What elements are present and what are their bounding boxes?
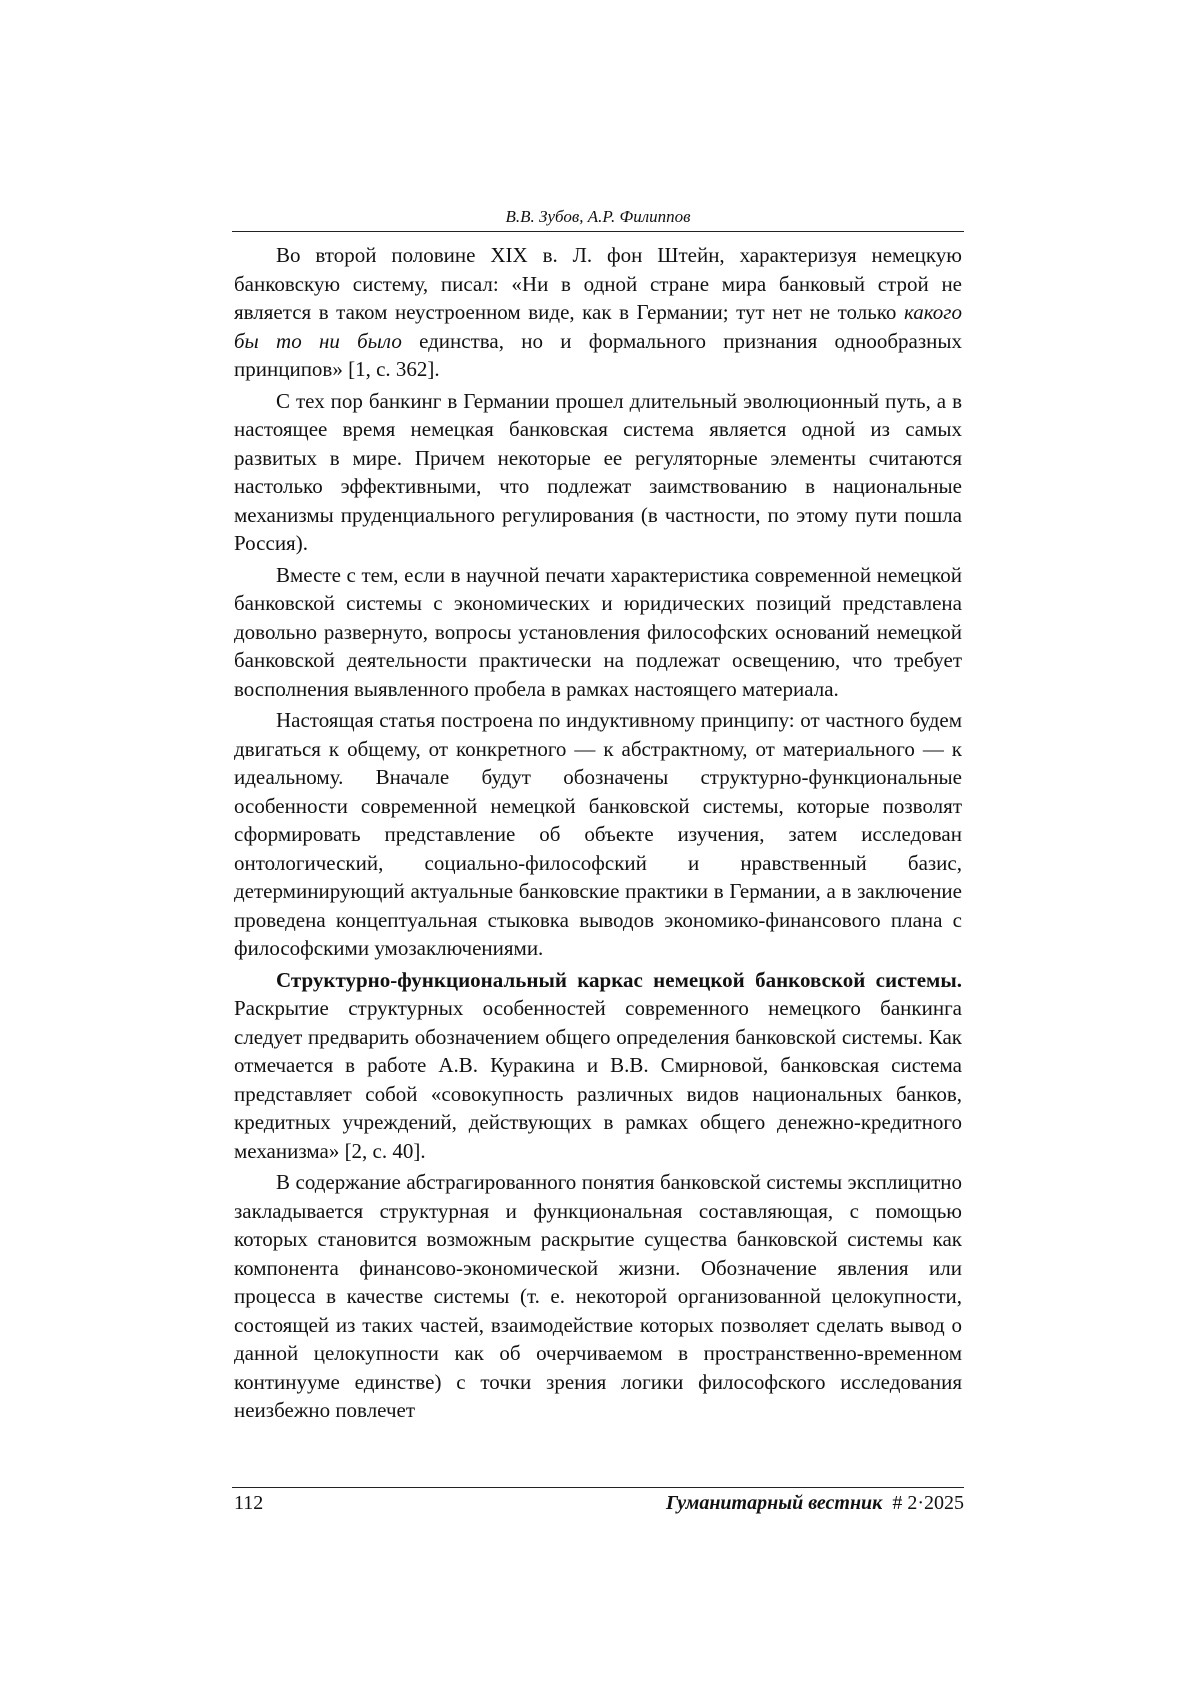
paragraph-4: Настоящая статья построена по индуктивному принципу: от частного будем двигаться к общему, от конкретного — к абстрактному, от материального — к идеальному. Вначале будут обозначены структурно-функциональные особенности современной немецкой банковской системы, которые позволят сформировать представление об объекте изучения, затем исследован онтологический, социально-философский и нравственный базис, детерминирующий актуальные банковские практики в Германии, а в заключение проведена концептуальная стыковка выводов экономико-финансового плана с философскими умозаключениями. [234,708,962,960]
paragraph-1-emphasis: какого бы то ни было [234,300,962,353]
header-divider [232,231,964,232]
paragraph-1-part-b: единства, но и формального признания однообразных принципов» [1, с. 362]. [234,328,962,381]
paragraph-5 [234,966,962,1166]
paragraph-1-part-a: Во второй половине XIX в. Л. фон Штейн, характеризуя немецкую банковскую систему, писал: «Ни в одной стране мира банковый строй не является в таком неустроенном виде, как в Германии; тут нет не только [234,243,962,324]
page-number: 112 [234,1492,264,1514]
journal-issue: # 2·2025 [892,1492,964,1514]
journal-info [666,1490,964,1516]
journal-name: Гуманитарный вестник [666,1492,883,1514]
paragraph-2: С тех пор банкинг в Германии прошел длительный эволюционный путь, а в настоящее время немецкая банковская система является одной из самых развитых в мире. Причем некоторые ее регуляторные элементы считаются настолько эффективными, что подлежат заимствованию в национальные механизмы пруденциального регулирования (в частности, по этому пути пошла Россия). [234,388,962,555]
section-heading: Структурно-функциональный каркас немецкой банковской системы. [276,967,962,992]
article-body [234,241,962,1425]
paragraph-1 [234,241,962,384]
running-head-authors: В.В. Зубов, А.Р. Филиппов [505,207,691,226]
paragraph-5-text: Раскрытие структурных особенностей современного немецкого банкинга следует предварить обозначением общего определения банковской системы. Как отмечается в работе А.В. Куракина и В.В. Смирновой, банковская система представляет собой «совокупность различных видов национальных банков, кредитных учреждений, действующих в рамках общего денежно-кредитного механизма» [2, с. 40]. [234,996,962,1163]
footer-divider [232,1487,964,1488]
paragraph-3: Вместе с тем, если в научной печати характеристика современной немецкой банковской системы с экономических и юридических позиций представлена довольно развернуто, вопросы установления философских оснований немецкой банковской деятельности практически на подлежат освещению, что требует восполнения выявленного пробела в рамках настоящего материала. [234,562,962,701]
paragraph-6: В содержание абстрагированного понятия банковской системы эксплицитно закладывается структурная и функциональная составляющая, с помощью которых становится возможным раскрытие существа банковской системы как компонента финансово-экономической жизни. Обозначение явления или процесса в качестве системы (т. е. некоторой организованной целокупности, состоящей из таких частей, взаимодействие которых позволяет сделать вывод о данной целокупности как об очерчиваемом в пространственно-временном континууме единстве) с точки зрения логики философского исследования неизбежно повлечет [234,1170,962,1422]
